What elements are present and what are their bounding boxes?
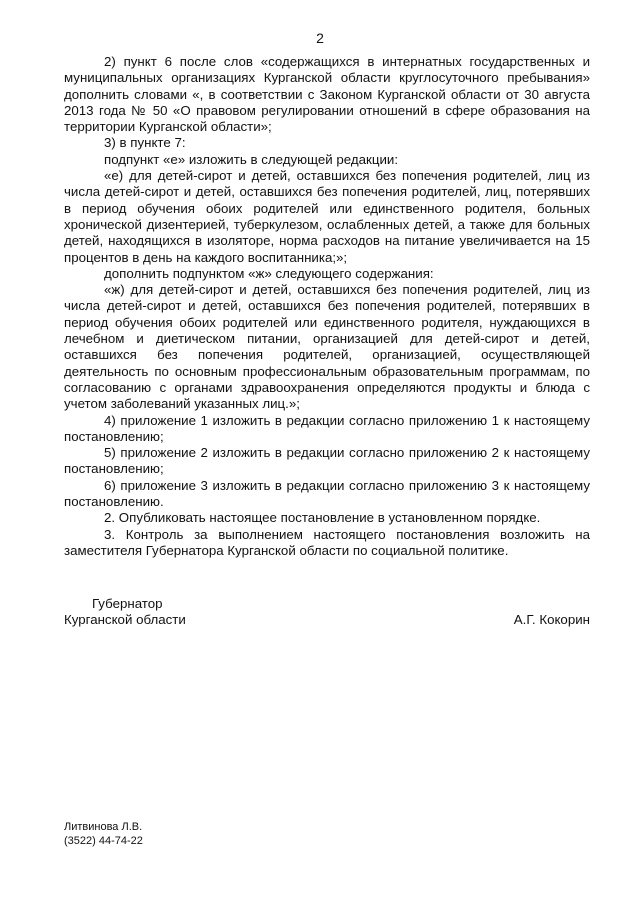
paragraph-subitem-zh: «ж) для детей-сирот и детей, оставшихся без попечения родителей, лиц из числа детей-сирот и детей, оставшихся без попечения родителей, потерявших в период обучения обоих родителей или единственного родителя, нуждающихся в лечебном и диетическом питании, организацией для детей-сирот и детей, оставшихся без попечения родителей, организацией, осуществляющей деятельность по основным профессиональным образовательным программам, по согласованию с органами здравоохранения определяются продукты и блюда с учетом заболеваний указанных лиц.»; [64,282,590,412]
paragraph-subitem-e: «е) для детей-сирот и детей, оставшихся без попечения родителей, лиц из числа детей-сирот и детей, оставшихся без попечения родителей, лиц, потерявших в период обучения обоих родителей или единственного родителя, больных хронической дизентерией, туберкулезом, ослабленных детей, а также для больных детей, находящихся в изоляторе, норма расходов на питание увеличивается на 15 процентов в день на каждого воспитанника;»; [64,168,590,265]
paragraph-item-6: 6) приложение 3 изложить в редакции согласно приложению 3 к настоящему постановлению. [64,477,590,510]
paragraph-item-3: 3) в пункте 7: [104,135,186,151]
page-number: 2 [316,30,324,46]
paragraph-publish: 2. Опубликовать настоящее постановление в установленном порядке. [104,510,541,526]
document-body [64,54,590,559]
executor-block [64,820,143,848]
paragraph-subitem-e-intro: подпункт «е» изложить в следующей редакции: [104,151,399,167]
signature-position-line2: Курганской области [64,612,186,628]
signature-position-line1: Губернатор [92,596,163,611]
executor-name: Литвинова Л.В. [64,821,143,833]
signature-name: А.Г. Кокорин [513,612,590,628]
paragraph-subitem-zh-intro: дополнить подпунктом «ж» следующего содержания: [104,265,434,281]
paragraph-item-5: 5) приложение 2 изложить в редакции согласно приложению 2 к настоящему постановлению; [64,445,590,477]
executor-phone: (3522) 44-74-22 [64,835,143,847]
paragraph-item-2: 2) пункт 6 после слов «содержащихся в интернатных государственных и муниципальных организациях Курганской области круглосуточного пребывания» дополнить словами «, в соответствии с Законом Курганской области от 30 августа 2013 года № 50 «О правовом регулировании отношений в сфере образования на территории Курганской области»; [64,54,590,135]
paragraph-control: 3. Контроль за выполнением настоящего постановления возложить на заместителя Губернатора Курганской области по социальной политике. [64,526,590,558]
paragraph-item-4: 4) приложение 1 изложить в редакции согласно приложению 1 к настоящему постановлению; [64,412,590,444]
signature-block [64,596,590,629]
